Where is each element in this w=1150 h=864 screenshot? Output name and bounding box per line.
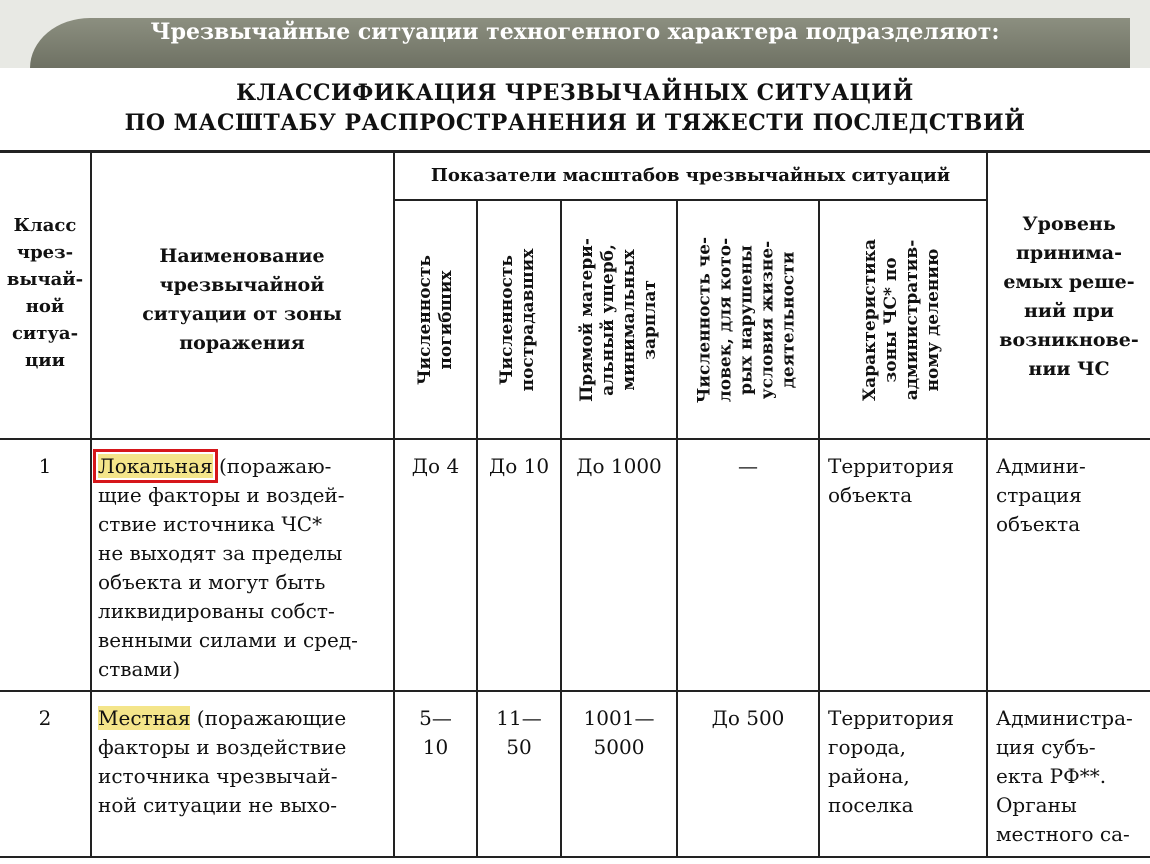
row-value: До 10 <box>488 454 550 478</box>
row-value: 50 <box>506 735 532 759</box>
header-indicator-affected <box>695 237 800 403</box>
header-name-line: чрезвычайной <box>159 274 325 296</box>
row-value: города, <box>828 735 906 759</box>
row-value: 5— <box>419 706 452 730</box>
highlight-term: Локальная <box>98 454 213 478</box>
header-indicator-line: ному делению <box>923 248 943 392</box>
header-level-line: принима- <box>1016 242 1122 264</box>
banner-title: Чрезвычайные ситуации техногенного характера подразделяют: <box>150 19 1000 45</box>
header-class-col <box>0 212 90 374</box>
row-value: До 500 <box>711 706 785 730</box>
row-value: 5000 <box>593 735 645 759</box>
table-title-line1: КЛАССИФИКАЦИЯ ЧРЕЗВЫЧАЙНЫХ СИТУАЦИЙ <box>236 80 914 106</box>
header-level-line: возникнове- <box>999 329 1139 351</box>
header-indicator-line: пострадавших <box>518 248 538 392</box>
header-class-line: ции <box>25 350 65 371</box>
header-indicator-line: Численность че- <box>694 236 715 404</box>
row-deaths <box>395 704 476 762</box>
row-injured <box>478 704 560 762</box>
row-value: района, <box>828 764 910 788</box>
row-affected <box>678 452 818 481</box>
header-name-col <box>92 242 392 358</box>
row-name-line: факторы и воздействие <box>98 735 347 759</box>
row-value: местного са- <box>996 822 1130 846</box>
header-indicator-line: Характеристика <box>860 238 880 402</box>
header-indicator-line: Численность <box>415 255 435 385</box>
row-class-num: 1 <box>38 454 52 478</box>
row-value: 11— <box>496 706 542 730</box>
row-name-line: объекта и могут быть <box>98 570 326 594</box>
row-name-first-line <box>98 704 390 733</box>
header-level-line: нии ЧС <box>1028 358 1110 380</box>
row-affected <box>678 704 818 733</box>
header-name-line: поражения <box>179 332 305 354</box>
table-title-line2: ПО МАСШТАБУ РАСПРОСТРАНЕНИЯ И ТЯЖЕСТИ ПОСЛЕДСТВИЙ <box>124 110 1026 136</box>
row-value: объекта <box>996 512 1081 536</box>
row-name-line: ствами) <box>98 657 181 681</box>
row-name-text: (поражаю- <box>212 454 332 478</box>
banner <box>0 0 1150 68</box>
row-value: До 4 <box>411 454 460 478</box>
row-name-text: (поражающие <box>190 706 347 730</box>
header-indicator-line: зоны ЧС* по <box>881 257 901 383</box>
row-name <box>98 704 390 820</box>
header-class-line: ной <box>25 296 65 317</box>
row-value: поселка <box>828 793 914 817</box>
row-level <box>996 704 1150 849</box>
header-indicator-injured <box>497 249 539 392</box>
row-name-line: ликвидированы собст- <box>98 599 335 623</box>
header-indicator-line: ловек, для кото- <box>715 237 736 403</box>
row-name-first-line <box>98 452 390 481</box>
header-indicator-line: альный ущерб, <box>598 244 618 396</box>
header-indicator-line: деятельности <box>778 251 799 389</box>
row-damage <box>562 704 676 762</box>
row-value: Территория <box>828 706 954 730</box>
row-value: объекта <box>828 483 913 507</box>
header-class-line: ситуа- <box>11 323 79 344</box>
header-indicators-group: Показатели масштабов чрезвычайных ситуаций <box>430 165 951 186</box>
row-zone <box>828 704 986 820</box>
row-name-line: источника чрезвычай- <box>98 764 338 788</box>
header-indicator-line: погибших <box>436 270 456 370</box>
row-value: До 1000 <box>576 454 662 478</box>
header-name-line: ситуации от зоны <box>142 303 342 325</box>
header-indicator-line: минимальных <box>619 249 639 391</box>
row-name-line: не выходят за пределы <box>98 541 343 565</box>
header-indicator-line: условия жизне- <box>757 240 778 400</box>
row-value: Админи- <box>996 454 1086 478</box>
row-value: Органы <box>996 793 1077 817</box>
header-indicator-line: зарплат <box>640 280 660 360</box>
row-value: — <box>738 454 758 478</box>
header-indicator-line: административ- <box>902 239 922 401</box>
header-class-line: вычай- <box>6 269 84 290</box>
header-indicator-line: рых нарушены <box>736 245 757 395</box>
header-indicator-damage <box>577 238 661 402</box>
row-name-line: венными силами и сред- <box>98 628 358 652</box>
row-name-line: ной ситуации не выхо- <box>98 793 338 817</box>
header-indicator-deaths <box>415 255 457 385</box>
row-value: 10 <box>422 735 449 759</box>
row-zone <box>828 452 986 510</box>
header-indicator-zone <box>860 239 944 401</box>
row-value: ция субъ- <box>996 735 1096 759</box>
row-value: Территория <box>828 454 954 478</box>
row-name-line: щие факторы и воздей- <box>98 483 345 507</box>
header-level-line: Уровень <box>1022 213 1116 235</box>
row-name-line: ствие источника ЧС* <box>98 512 323 536</box>
header-level-line: ний при <box>1024 300 1114 322</box>
row-value: Администра- <box>996 706 1133 730</box>
row-damage <box>562 452 676 481</box>
row-value: екта РФ**. <box>996 764 1107 788</box>
header-name-line: Наименование <box>159 245 325 267</box>
highlight-term: Местная <box>98 706 191 730</box>
header-indicator-line: Численность <box>497 255 517 385</box>
row-value: страция <box>996 483 1082 507</box>
header-indicator-line: Прямой матери- <box>577 238 597 402</box>
row-class-num: 2 <box>38 706 52 730</box>
row-name <box>98 452 390 684</box>
header-level-line: емых реше- <box>1003 271 1135 293</box>
row-level <box>996 452 1150 539</box>
row-value: 1001— <box>583 706 655 730</box>
row-injured <box>478 452 560 481</box>
header-class-line: Класс <box>13 215 77 236</box>
header-level-col <box>988 210 1150 384</box>
row-deaths <box>395 452 476 481</box>
header-class-line: чрез- <box>16 242 74 263</box>
